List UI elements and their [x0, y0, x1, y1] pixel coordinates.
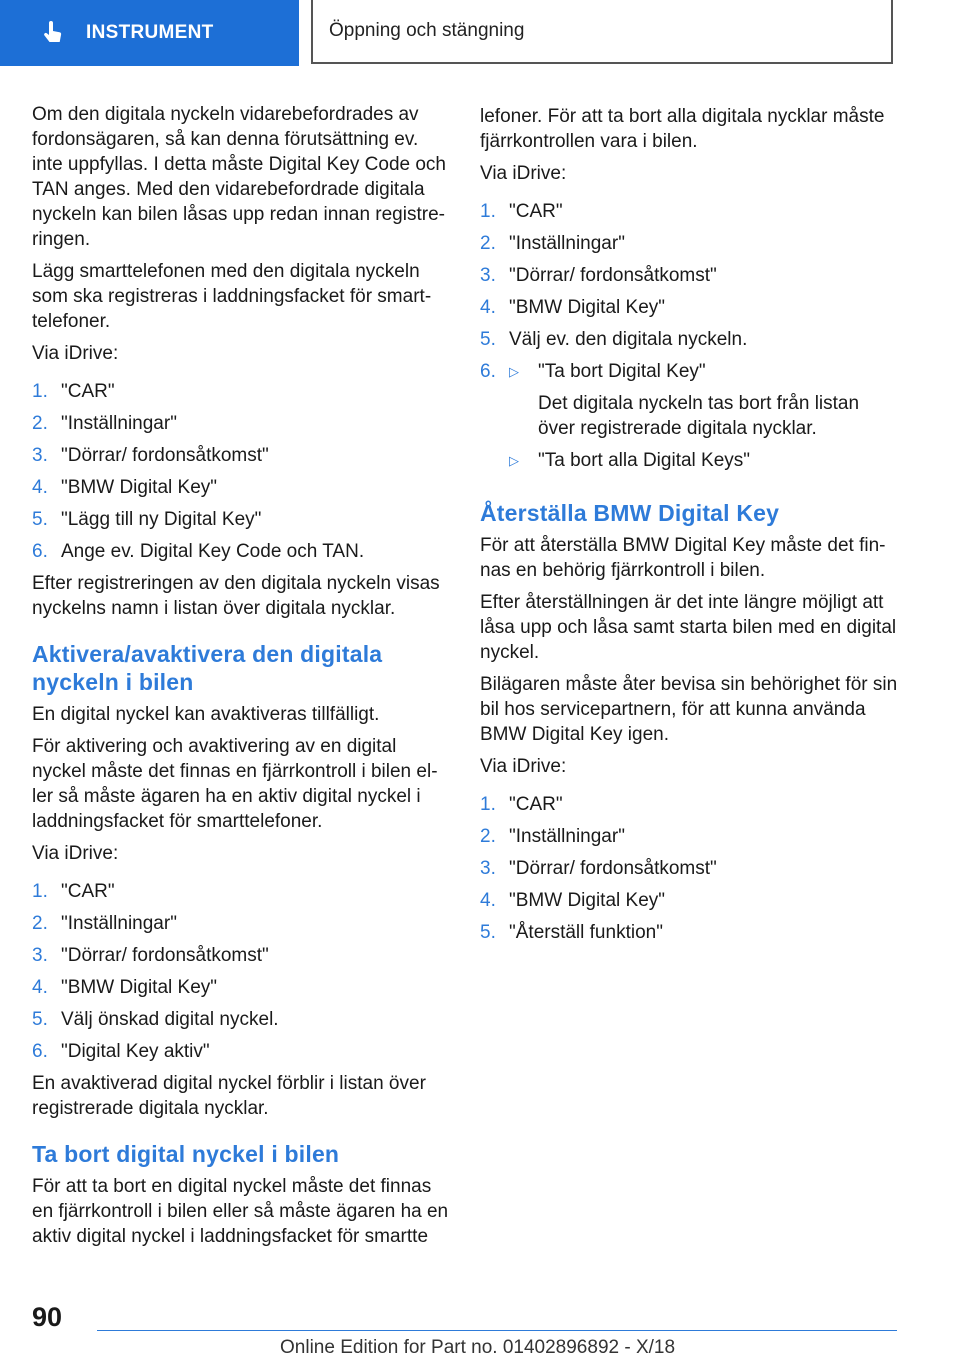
- triangle-bullet-icon: ▷: [509, 453, 519, 468]
- step-number: 1.: [480, 794, 496, 815]
- list-item: [32, 975, 450, 1000]
- step-number: 5.: [32, 509, 48, 530]
- sub-option-note: Det digitala nyckeln tas bort från listan över registrerade digitala nycklar.: [538, 393, 860, 439]
- paragraph: För att ta bort en digital nyckel måste det finnas en fjärrkontroll i bilen eller så måste ägaren ha en aktiv digital nyckel i laddningsfacket för smartte: [32, 1176, 449, 1247]
- list-item: [480, 263, 898, 288]
- step-number: 5.: [480, 329, 496, 350]
- chapter-title: Öppning och stängning: [329, 20, 525, 41]
- step-number: 4.: [32, 977, 48, 998]
- step-text: "BMW Digital Key": [509, 297, 666, 318]
- step-text: "Inställningar": [509, 826, 625, 847]
- step-text: "BMW Digital Key": [509, 890, 666, 911]
- heading-reset: Återställa BMW Digital Key: [480, 500, 780, 526]
- via-idrive-label: Via iDrive:: [480, 163, 567, 184]
- step-text: "Dörrar/ fordonsåtkomst": [509, 265, 717, 286]
- step-number: 1.: [32, 881, 48, 902]
- paragraph: lefoner. För att ta bort alla digitala nycklar måste fjärrkontrollen vara i bilen.: [480, 106, 885, 152]
- list-item: [480, 856, 898, 881]
- right-column: [480, 104, 898, 952]
- triangle-bullet-icon: ▷: [509, 364, 519, 379]
- step-number: 3.: [480, 858, 496, 879]
- step-number: 6.: [32, 541, 48, 562]
- footer-edition: Online Edition for Part no. 01402896892 - X/18: [280, 1337, 676, 1358]
- step-number: 6.: [480, 361, 496, 382]
- paragraph: En digital nyckel kan avaktiveras tillfälligt.: [32, 704, 380, 725]
- step-number: 1.: [32, 381, 48, 402]
- paragraph: Lägg smarttelefonen med den digitala nyckeln som ska registreras i laddningsfacket för smarttelefoner.: [32, 261, 432, 332]
- step-text: "BMW Digital Key": [61, 477, 218, 498]
- steps-list: [480, 199, 898, 480]
- step-text: "CAR": [509, 201, 563, 222]
- step-number: 2.: [480, 826, 496, 847]
- step-text: "BMW Digital Key": [61, 977, 218, 998]
- paragraph: Bilägaren måste åter bevisa sin behörighet för sin bil hos servicepartnern, för att kunna använda BMW Digital Key igen.: [480, 674, 898, 745]
- steps-list: [32, 879, 450, 1064]
- sub-options: [509, 448, 898, 473]
- heading-remove: Ta bort digital nyckel i bilen: [32, 1141, 340, 1167]
- step-number: 4.: [32, 477, 48, 498]
- paragraph: För att återställa BMW Digital Key måste det finnas en behörig fjärrkontroll i bilen.: [480, 535, 886, 581]
- list-item: [32, 379, 450, 404]
- step-text: "Dörrar/ fordonsåtkomst": [509, 858, 717, 879]
- chapter-title-box: [311, 0, 893, 64]
- step-text: Välj ev. den digitala nyckeln.: [509, 329, 748, 350]
- list-item: [32, 943, 450, 968]
- step-text: "Dörrar/ fordonsåtkomst": [61, 445, 269, 466]
- step-text: Välj önskad digital nyckel.: [61, 1009, 279, 1030]
- list-item: [480, 359, 898, 480]
- list-item: [480, 824, 898, 849]
- paragraph: Efter registreringen av den digitala nyckeln visas nyckelns namn i listan över digitala nycklar.: [32, 573, 440, 619]
- paragraph: Om den digitala nyckeln vidarebefordrades av fordonsägaren, så kan denna förutsättning ev. inte uppfyllas. I detta måste Digital Key Code och TAN anges. Med den vidarebefordrade digitala nyckeln kan bilen låsas upp redan innan registreringen.: [32, 104, 447, 250]
- heading-activate: Aktivera/avaktivera den digitala nyckeln i bilen: [32, 641, 383, 695]
- step-text: "CAR": [509, 794, 563, 815]
- footer-divider: [97, 1330, 897, 1331]
- list-item: [32, 443, 450, 468]
- sub-option-text: "Ta bort Digital Key": [538, 361, 706, 382]
- steps-list: [32, 379, 450, 564]
- list-item: [480, 920, 898, 945]
- via-idrive-label: Via iDrive:: [32, 843, 119, 864]
- step-text: "Inställningar": [61, 413, 177, 434]
- step-text: "Digital Key aktiv": [61, 1041, 210, 1062]
- list-item: [32, 539, 450, 564]
- step-text: Ange ev. Digital Key Code och TAN.: [61, 541, 365, 562]
- sub-options: [509, 359, 898, 384]
- step-number: 2.: [32, 913, 48, 934]
- step-number: 3.: [32, 945, 48, 966]
- page-header: [0, 0, 960, 66]
- step-number: 2.: [480, 233, 496, 254]
- steps-list: [480, 792, 898, 945]
- sub-option: [509, 448, 898, 473]
- via-idrive-label: Via iDrive:: [32, 343, 119, 364]
- list-item: [480, 231, 898, 256]
- step-number: 2.: [32, 413, 48, 434]
- list-item: [32, 1039, 450, 1064]
- step-number: 3.: [32, 445, 48, 466]
- step-text: "CAR": [61, 381, 115, 402]
- via-idrive-label: Via iDrive:: [480, 756, 567, 777]
- list-item: [32, 879, 450, 904]
- step-text: "Återställ funktion": [509, 922, 663, 943]
- section-label: INSTRUMENT: [86, 22, 214, 43]
- section-tab[interactable]: [0, 0, 299, 66]
- list-item: [480, 327, 898, 352]
- paragraph: Efter återställningen är det inte längre möjligt att låsa upp och låsa samt starta bilen med en digital nyckel.: [480, 592, 897, 663]
- step-text: "Dörrar/ fordonsåtkomst": [61, 945, 269, 966]
- left-column: [32, 102, 450, 1256]
- paragraph: En avaktiverad digital nyckel förblir i listan över registrerade digitala nycklar.: [32, 1073, 426, 1119]
- list-item: [480, 199, 898, 224]
- list-item: [32, 475, 450, 500]
- paragraph: För aktivering och avaktivering av en digital nyckel måste det finnas en fjärrkontroll i bilen eller så måste ägaren ha en aktiv digital nyckel i laddningsfacket för smarttelefoner.: [32, 736, 438, 832]
- step-number: 6.: [32, 1041, 48, 1062]
- step-number: 5.: [32, 1009, 48, 1030]
- page-number: 90: [32, 1302, 63, 1332]
- list-item: [480, 792, 898, 817]
- step-number: 4.: [480, 890, 496, 911]
- list-item: [480, 295, 898, 320]
- step-text: "CAR": [61, 881, 115, 902]
- step-text: [509, 359, 898, 480]
- step-text: "Inställningar": [509, 233, 625, 254]
- list-item: [32, 911, 450, 936]
- step-number: 4.: [480, 297, 496, 318]
- list-item: [32, 507, 450, 532]
- step-text: "Lägg till ny Digital Key": [61, 509, 262, 530]
- sub-option: [509, 359, 898, 384]
- step-text: "Inställningar": [61, 913, 177, 934]
- sub-option-text: "Ta bort alla Digital Keys": [538, 450, 751, 471]
- list-item: [32, 411, 450, 436]
- hand-touch-icon: [40, 20, 66, 46]
- list-item: [32, 1007, 450, 1032]
- step-number: 5.: [480, 922, 496, 943]
- step-number: 1.: [480, 201, 496, 222]
- list-item: [480, 888, 898, 913]
- step-number: 3.: [480, 265, 496, 286]
